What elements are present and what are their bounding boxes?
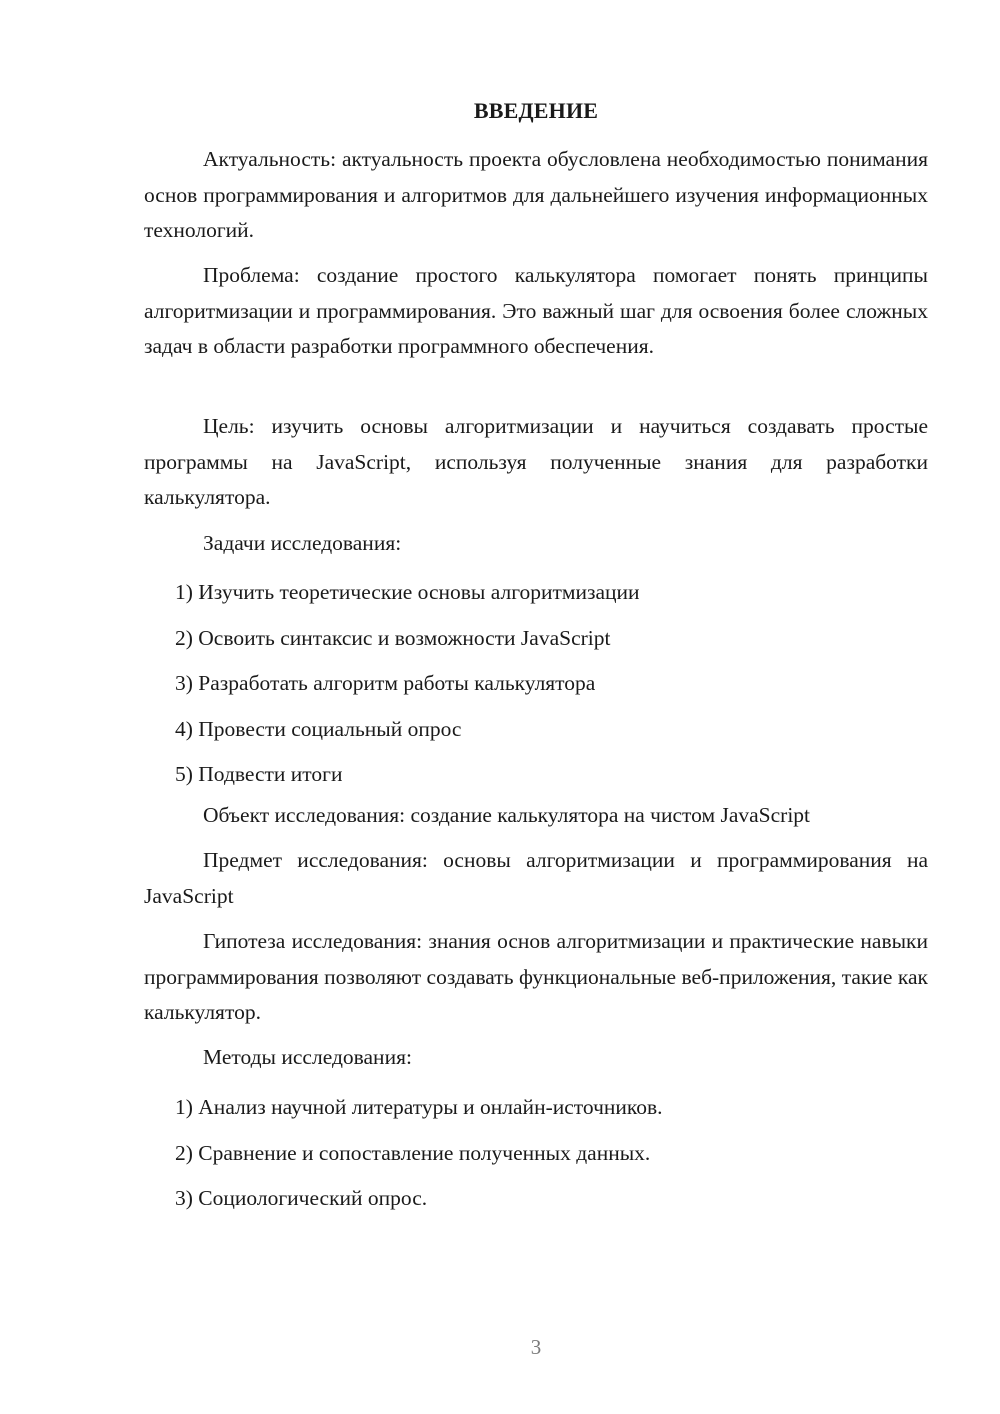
paragraph-object <box>144 798 928 834</box>
page-number: 3 <box>530 1335 542 1359</box>
list-item: 2) Сравнение и сопоставление полученных данных. <box>175 1140 651 1165</box>
section-heading: ВВЕДЕНИЕ <box>473 98 599 123</box>
list-item: 3) Социологический опрос. <box>175 1186 428 1210</box>
paragraph-hypothesis <box>144 924 928 1031</box>
methods-label: Методы исследования: <box>203 1045 412 1069</box>
paragraph-subject <box>144 843 928 914</box>
tasks-section <box>144 526 928 562</box>
list-item: 1) Изучить теоретические основы алгоритмизации <box>175 580 640 604</box>
subject-text: Предмет исследования: основы алгоритмизации и программирования на JavaScript <box>144 848 928 908</box>
goal-text: Цель: изучить основы алгоритмизации и научиться создавать простые программы на JavaScript, используя полученные знания для разработки калькулятора. <box>144 414 928 509</box>
list-item: 3) Разработать алгоритм работы калькулятора <box>175 671 596 695</box>
hypothesis-text: Гипотеза исследования: знания основ алгоритмизации и практические навыки программирования позволяют создавать функциональные веб-приложения, такие как калькулятор. <box>144 929 928 1024</box>
methods-section <box>144 1040 928 1076</box>
tasks-list <box>144 570 928 798</box>
tasks-label: Задачи исследования: <box>203 531 402 555</box>
problem-text: Проблема: создание простого калькулятора помогает понять принципы алгоритмизации и программирования. Это важный шаг для освоения более сложных задач в области разработки программного обеспечения. <box>144 263 928 358</box>
relevance-text: Актуальность: актуальность проекта обусловлена необходимостью понимания основ программирования и алгоритмов для дальнейшего изучения информационных технологий. <box>144 147 928 242</box>
paragraph-problem <box>144 258 928 365</box>
list-item: 1) Анализ научной литературы и онлайн-источников. <box>175 1095 663 1119</box>
paragraph-relevance <box>144 142 928 249</box>
list-item: 2) Освоить синтаксис и возможности JavaScript <box>175 625 611 650</box>
methods-list <box>144 1085 928 1222</box>
list-item: 4) Провести социальный опрос <box>175 716 462 741</box>
paragraph-goal <box>144 409 928 516</box>
list-item: 5) Подвести итоги <box>175 762 343 786</box>
object-text: Объект исследования: создание калькулятора на чистом JavaScript <box>203 803 811 827</box>
